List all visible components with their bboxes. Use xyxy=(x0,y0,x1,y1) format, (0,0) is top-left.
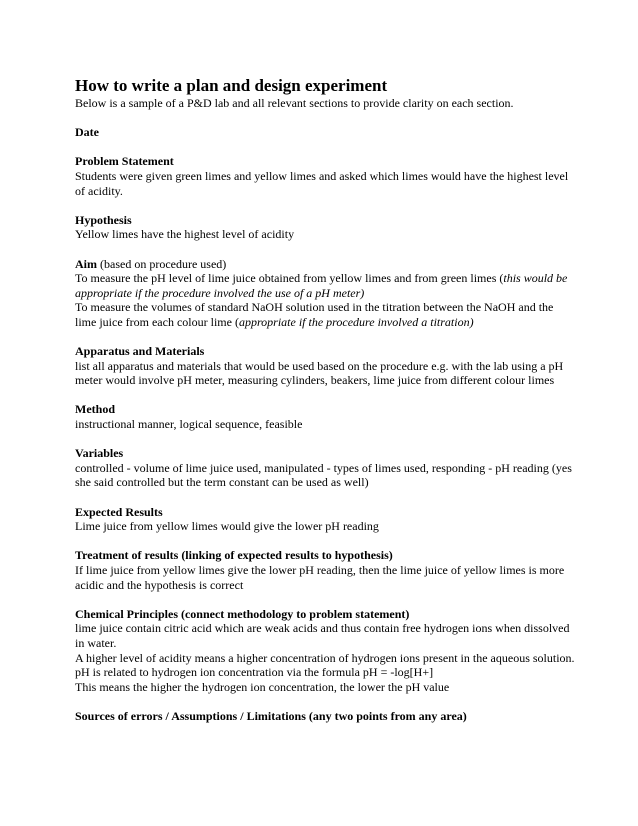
aim-line1-italic: this would be appropriate if the procedure involved the use of a pH meter) xyxy=(75,271,568,300)
chemical-principles-line-4: This means the higher the hydrogen ion concentration, the lower the pH value xyxy=(75,679,450,694)
apparatus-text: list all apparatus and materials that would be used based on the procedure e.g. with the lab using a pH meter would involve pH meter, measuring cylinders, beakers, lime juice from different colour limes xyxy=(75,358,564,388)
chemical-principles-line-1: lime juice contain citric acid which are weak acids and thus contain free hydrogen ions when dissolved in water. xyxy=(75,621,570,650)
problem-statement-heading: Problem Statement xyxy=(75,154,174,169)
sources-of-errors-heading: Sources of errors / Assumptions / Limitations (any two points from any area) xyxy=(75,708,467,723)
section-hypothesis xyxy=(75,213,575,242)
document-page xyxy=(75,76,575,738)
apparatus-heading: Apparatus and Materials xyxy=(75,344,205,359)
section-treatment xyxy=(75,548,575,592)
variables-text: controlled - volume of lime juice used, manipulated - types of limes used, responding - pH reading (yes she said controlled but the term constant can be used as well) xyxy=(75,460,572,490)
method-text: instructional manner, logical sequence, feasible xyxy=(75,417,303,432)
section-date xyxy=(75,125,575,140)
section-sources-of-errors xyxy=(75,709,575,724)
aim-line-ph-meter xyxy=(75,271,575,300)
aim-line-titration xyxy=(75,300,575,329)
aim-line1-text: To measure the pH level of lime juice obtained from yellow limes and from green limes ( xyxy=(75,271,504,286)
section-variables xyxy=(75,446,575,490)
method-heading: Method xyxy=(75,402,115,417)
chemical-principles-line-2: A higher level of acidity means a higher concentration of hydrogen ions present in the aqueous solution. xyxy=(75,650,575,665)
aim-heading-line xyxy=(75,257,575,272)
treatment-heading: Treatment of results (linking of expected results to hypothesis) xyxy=(75,548,393,563)
hypothesis-text: Yellow limes have the highest level of acidity xyxy=(75,227,295,242)
variables-heading: Variables xyxy=(75,446,124,461)
page-title: How to write a plan and design experiment xyxy=(75,76,388,95)
hypothesis-heading: Hypothesis xyxy=(75,212,132,227)
section-method xyxy=(75,402,575,431)
section-problem-statement xyxy=(75,154,575,198)
problem-statement-text: Students were given green limes and yellow limes and asked which limes would have the highest level of acidity. xyxy=(75,168,569,198)
chemical-principles-line-3: pH is related to hydrogen ion concentration via the formula pH = -log[H+] xyxy=(75,665,434,680)
expected-results-text: Lime juice from yellow limes would give the lower pH reading xyxy=(75,519,379,534)
aim-heading-note: (based on procedure used) xyxy=(97,256,227,271)
treatment-text: If lime juice from yellow limes give the lower pH reading, then the lime juice of yellow limes is more acidic and the hypothesis is correct xyxy=(75,563,565,592)
chemical-principles-heading: Chemical Principles (connect methodology to problem statement) xyxy=(75,606,410,621)
aim-line2-text: To measure the volumes of standard NaOH solution used in the titration between the NaOH and the lime juice from each colour lime ( xyxy=(75,300,554,329)
aim-line2-italic: appropriate if the procedure involved a titration) xyxy=(238,314,474,329)
intro-text: Below is a sample of a P&D lab and all relevant sections to provide clarity on each section. xyxy=(75,96,514,110)
date-heading: Date xyxy=(75,125,99,140)
expected-results-heading: Expected Results xyxy=(75,504,163,519)
section-chemical-principles xyxy=(75,607,575,695)
section-apparatus xyxy=(75,344,575,388)
section-aim xyxy=(75,257,575,330)
section-expected-results xyxy=(75,505,575,534)
aim-heading: Aim xyxy=(75,256,97,271)
